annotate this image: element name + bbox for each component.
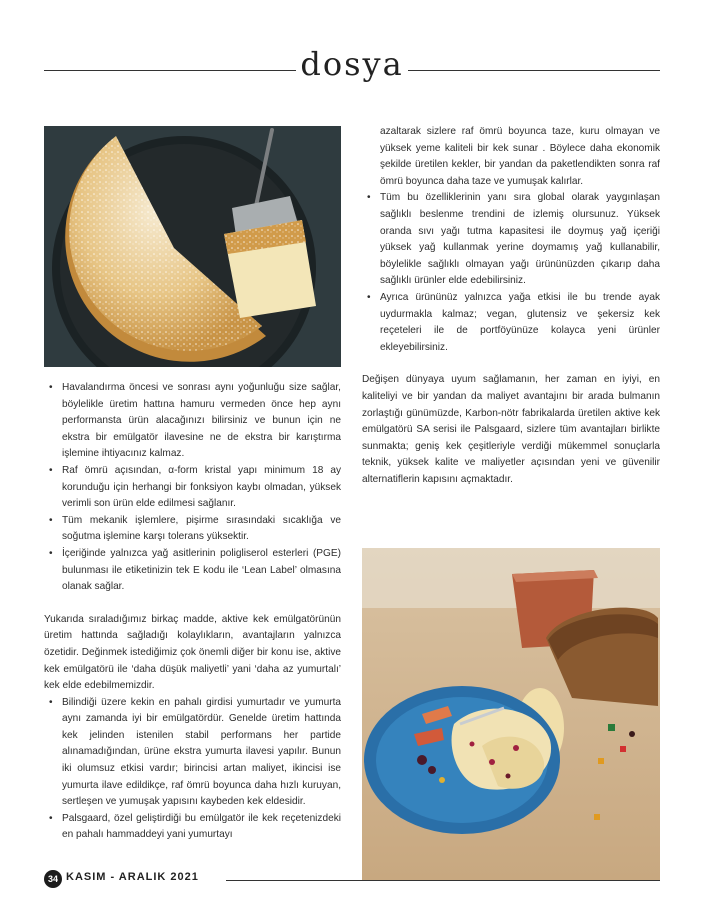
body-paragraph: Değişen dünyaya uyum sağlamanın, her zaman en iyiyi, en kaliteliyi ve bir yandan da maliyet avantajını bir arada bulmanın zorlaştığı günümüzde, Karbon-nötr fabrikalarda üretilen aktive kek emülgatörü SA serisi ile Palsgaard, sizlere tüm avantajları birlikte sunmakta; geniş kek çeşitleriyle verdiği mükemmel sonuçlarla teknik, yüksek kalite ve maliyetler açısından yeni ve güvenilir alternatiflerin kapısını açmaktadır. [362,374,660,485]
list-item: • Havalandırma öncesi ve sonrası aynı yoğunluğu size sağlar, böylelikle üretim hattına hamuru vermeden önce hep aynı performansta ürün alacağınızı bilirsiniz ve bunun için ne ekstra bir emülgatör ilavesine ne de ekstra bir karıştırma işlemine ihtiyacınız kalmaz. [62,380,341,463]
left-column-text [44,380,341,844]
list-item: • Palsgaard, özel geliştirdiği bu emülgatör ile kek reçetenizdeki en pahalı hammaddeyi yani yumurtayı [62,811,341,844]
left-bullet-list-2 [44,695,341,844]
list-item: • Ayrıca ürününüz yalnızca yağa etkisi ile bu trende ayak uydurmakla kalmaz; vegan, glutensiz ve şekersiz kek reçeteleri ile de portföyünüze kolayca yeni ürünler ekleyebilirsiniz. [380,290,660,356]
left-bullet-list-1 [44,380,341,596]
right-bullet-list [362,190,660,356]
section-title: dosya [300,45,404,83]
list-item: • İçeriğinde yalnızca yağ asitlerinin poligliserol esterleri (PGE) bulunması ile etiketinizin tek E kodu ile ‘Lean Label’ olmasına olanak sağlar. [62,546,341,596]
issue-label: KASIM - ARALIK 2021 [66,871,199,883]
header-rule-left [44,70,296,71]
right-column-text [362,124,660,488]
list-item: • Tüm mekanik işlemlere, pişirme sırasındaki sıcaklığa ve soğutma işlemine karşı tolerans yüksektir. [62,513,341,546]
body-paragraph: Yukarıda sıraladığımız birkaç madde, aktive kek emülgatörünün üretim hattında sağladığı kolaylıkların, avantajların yalnızca özetidir. Değinmek istediğimiz çok önemli diğer bir konu ise, aktive kek emülgatörü ile ‘daha düşük maliyetli’ yani ‘daha az yumurtalı’ kek elde edebilmemizdir. [44,613,341,692]
continuation-text: azaltarak sizlere raf ömrü boyunca taze, kuru olmayan ve yüksek yeme kaliteli bir kek sunar . Böylece daha ekonomik şekilde üretilen kekler, bir yandan da paketlendikten sonra raf ömrü boyunca daha taze ve yumuşak kalırlar. [380,126,660,187]
fruit-cake-photo [362,548,660,880]
list-item: • Bilindiği üzere kekin en pahalı girdisi yumurtadır ve yumurta aynı zamanda iyi bir emülgatördür. Genelde üretim hattında kek jelinden istenilen stabil performans her partide alınamadığından, ürüne ekstra yumurta ilavesi yapılır. Bunun iki olumsuz etkisi vardır; birincisi artan maliyet, ikincisi ise yumurta ilave edildikçe, raf ömrü boyunca daha hızlı kuruyan, sertleşen ve yumuşak yapısını kaybeden kek eldesidir. [62,695,341,811]
sponge-cake-photo [44,126,341,367]
list-item: • Raf ömrü açısından, α-form kristal yapı minimum 18 ay korunduğu için herhangi bir fonksiyon kaybı olmadan, yüksek verimli son ürün elde edilmesi sağlanır. [62,463,341,513]
list-item: • Tüm bu özelliklerinin yanı sıra global olarak yaygınlaşan sağlıklı beslenme trendini de izlemiş olursunuz. Yüksek oranda sıvı yağı tutma kapasitesi ile doymuş yağ içeriği yüksek yağ kullanmak yerine doymamış yağ kullanabilir, böylelikle sağlıklı olmayan yağı ürününüzden çıkarıp daha sağlıklı ürünler elde edebilirsiniz. [380,190,660,290]
header-rule-right [408,70,660,71]
footer-rule [226,880,660,881]
page-number-badge: 34 [44,870,62,888]
